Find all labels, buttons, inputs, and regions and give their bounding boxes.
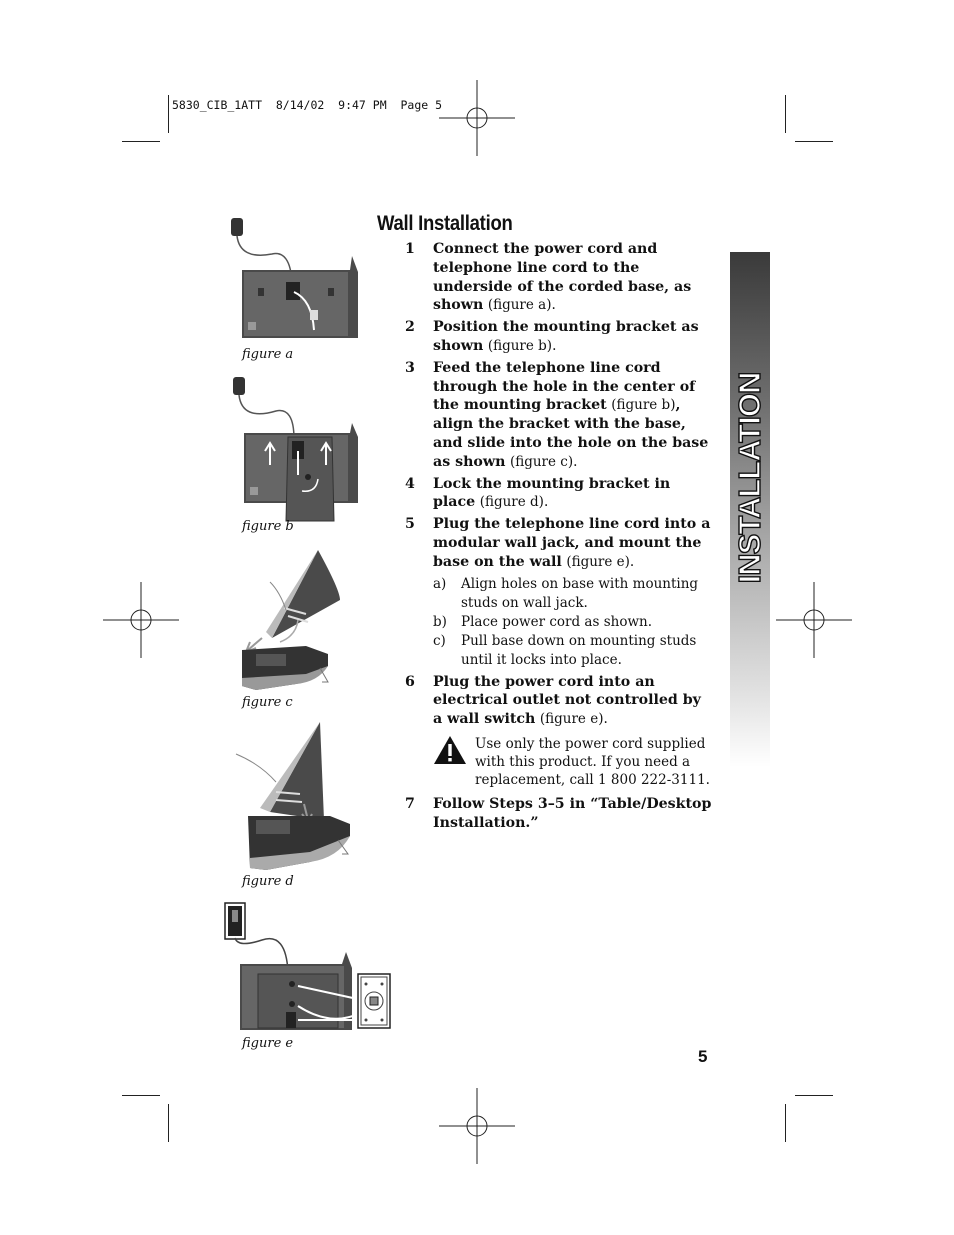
substep-text: Place power cord as shown. <box>461 613 652 630</box>
crop-mark <box>795 141 833 142</box>
step-7 <box>405 795 715 833</box>
printer-slug: 5830_CIB_1ATT 8/14/02 9:47 PM Page 5 <box>172 98 443 112</box>
substep-letter: c) <box>433 632 446 649</box>
step-number: 1 <box>405 241 415 257</box>
substep-letter: b) <box>433 613 447 630</box>
registration-mark-icon <box>439 1088 515 1164</box>
crop-mark <box>168 1104 169 1142</box>
substep-letter: a) <box>433 575 447 592</box>
crop-mark <box>122 1095 160 1096</box>
warning-text: Use only the power cord supplied with this product. If you need a replacement, call 1 800 222-3111. <box>475 735 710 788</box>
step-number: 7 <box>405 795 415 812</box>
step-text: , align the bracket with the base, and slide into the hole on the base as shown <box>433 397 709 470</box>
sidebar-label: INSTALLATION <box>732 372 767 584</box>
step-3 <box>405 359 715 472</box>
figure-b-caption: figure b <box>242 519 294 534</box>
substep-text: Align holes on base with mounting studs on wall jack. <box>461 575 699 611</box>
step-2 <box>405 318 715 356</box>
step-text: Connect the power cord and telephone line cord to the underside of the corded base, as shown <box>433 241 692 314</box>
step-text: Plug the power cord into an electrical outlet not controlled by a wall switch <box>433 673 701 728</box>
steps-list <box>405 240 715 836</box>
step-number: 2 <box>405 319 415 336</box>
figure-b-illustration <box>222 375 362 523</box>
figure-ref: (figure e). <box>539 711 608 728</box>
substeps-list <box>433 575 715 670</box>
figure-e-caption: figure e <box>242 1036 294 1051</box>
crop-mark <box>122 141 160 142</box>
registration-mark-icon <box>103 582 179 658</box>
substep-c <box>433 632 715 670</box>
step-number: 4 <box>405 475 415 492</box>
step-text: Follow Steps 3–5 in “Table/Desktop Installation.” <box>433 795 712 831</box>
figure-ref: (figure b) <box>611 397 676 414</box>
step-6 <box>405 673 715 729</box>
figure-d-illustration <box>230 720 356 876</box>
figure-ref: (figure b). <box>487 337 557 354</box>
registration-mark-icon <box>439 80 515 156</box>
step-text: Lock the mounting bracket in place <box>433 475 671 511</box>
step-text: Plug the telephone line cord into a modular wall jack, and mount the base on the wall <box>433 516 711 570</box>
step-number: 3 <box>405 359 415 376</box>
figure-ref: (figure c). <box>509 453 578 470</box>
figure-d-caption: figure d <box>242 874 294 889</box>
step-5 <box>405 515 715 571</box>
step-text: Feed the telephone line cord through the hole in the center of the mounting bracket <box>433 359 696 414</box>
figure-c-caption: figure c <box>242 695 293 710</box>
substep-a <box>433 575 715 613</box>
page-number: 5 <box>698 1047 708 1066</box>
step-text: Position the mounting bracket as shown <box>433 319 699 354</box>
step-number: 6 <box>405 673 415 690</box>
figure-c-illustration <box>236 550 356 698</box>
registration-mark-icon <box>776 582 852 658</box>
crop-mark <box>785 95 786 133</box>
sidebar-label-container <box>730 252 770 767</box>
step-4 <box>405 475 715 513</box>
figure-ref: (figure d). <box>479 494 549 511</box>
figure-ref: (figure e). <box>566 553 635 570</box>
figure-a-illustration <box>222 212 362 342</box>
crop-mark <box>795 1095 833 1096</box>
warning-triangle-icon <box>433 735 475 789</box>
step-1 <box>405 240 715 315</box>
step-number: 5 <box>405 516 415 533</box>
section-sidebar-tab <box>730 252 770 767</box>
crop-mark <box>168 95 169 133</box>
warning-note <box>433 735 715 789</box>
substep-text: Pull base down on mounting studs until it locks into place. <box>461 632 697 668</box>
figure-ref: (figure a). <box>487 297 556 314</box>
figure-e-illustration <box>222 900 394 1036</box>
crop-mark <box>785 1104 786 1142</box>
substep-b <box>433 613 715 632</box>
figure-a-caption: figure a <box>242 347 294 362</box>
section-title: Wall Installation <box>377 212 513 235</box>
